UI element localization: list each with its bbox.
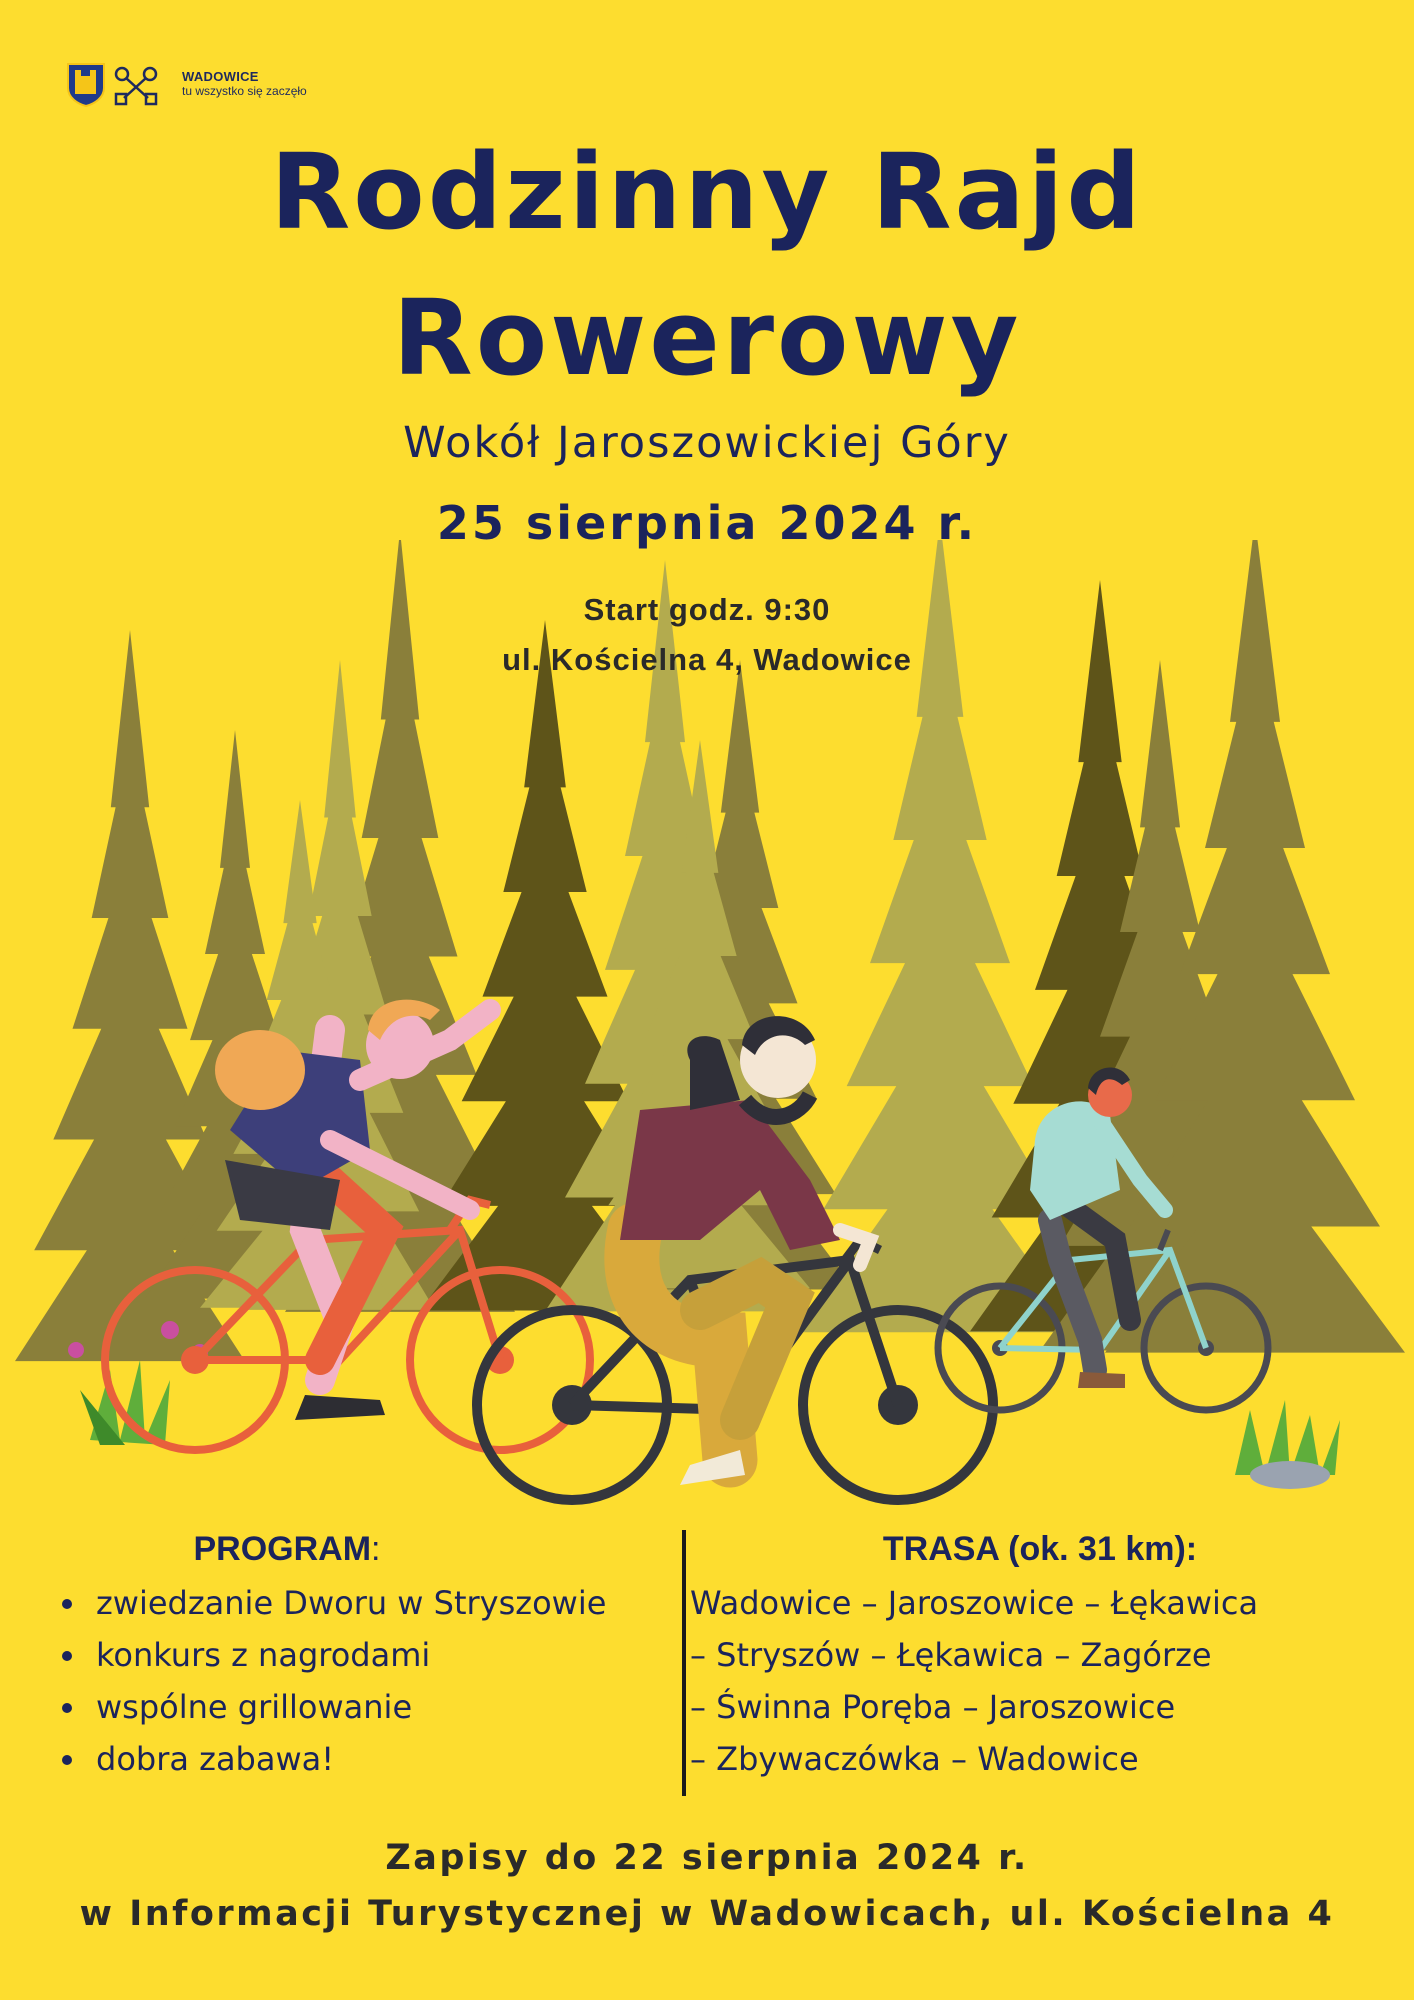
start-time: Start godz. 9:30 <box>583 592 831 627</box>
route-line: – Stryszów – Łękawica – Zagórze <box>690 1636 1212 1674</box>
event-date: 25 sierpnia 2024 r. <box>436 496 978 550</box>
wadowice-logo <box>64 60 307 108</box>
program-heading: PROGRAM: <box>193 1530 381 1568</box>
program-list <box>52 1577 672 1785</box>
forest-cyclists-illustration <box>0 540 1414 1510</box>
program-item: zwiedzanie Dworu w Stryszowie <box>52 1577 672 1629</box>
route-section <box>690 1530 1380 1785</box>
registration-place: w Informacji Turystycznej w Wadowicach, ul. Kościelna 4 <box>79 1894 1335 1934</box>
logo-tagline: tu wszystko się zaczęło <box>182 83 307 98</box>
column-divider <box>682 1530 686 1796</box>
program-item: dobra zabawa! <box>52 1733 672 1785</box>
registration-deadline: Zapisy do 22 sierpnia 2024 r. <box>385 1838 1029 1878</box>
logo-name: WADOWICE <box>182 68 259 84</box>
program-item: konkurs z nagrodami <box>52 1629 672 1681</box>
route-line: – Zbywaczówka – Wadowice <box>690 1740 1139 1778</box>
route-lines <box>690 1577 1380 1785</box>
start-place: ul. Kościelna 4, Wadowice <box>502 642 912 677</box>
grass-tuft-right <box>1235 1400 1340 1489</box>
subtitle: Wokół Jaroszowickiej Góry <box>403 418 1011 468</box>
route-heading: TRASA (ok. 31 km): <box>882 1530 1198 1568</box>
coat-of-arms-and-keys-icon <box>64 60 172 108</box>
route-line: – Świnna Poręba – Jaroszowice <box>690 1688 1176 1726</box>
program-item: wspólne grillowanie <box>52 1681 672 1733</box>
program-section <box>52 1530 672 1785</box>
title-line-2: Rowerowy <box>392 277 1022 399</box>
title-line-1: Rodzinny Rajd <box>270 131 1144 253</box>
route-line: Wadowice – Jaroszowice – Łękawica <box>690 1584 1259 1622</box>
